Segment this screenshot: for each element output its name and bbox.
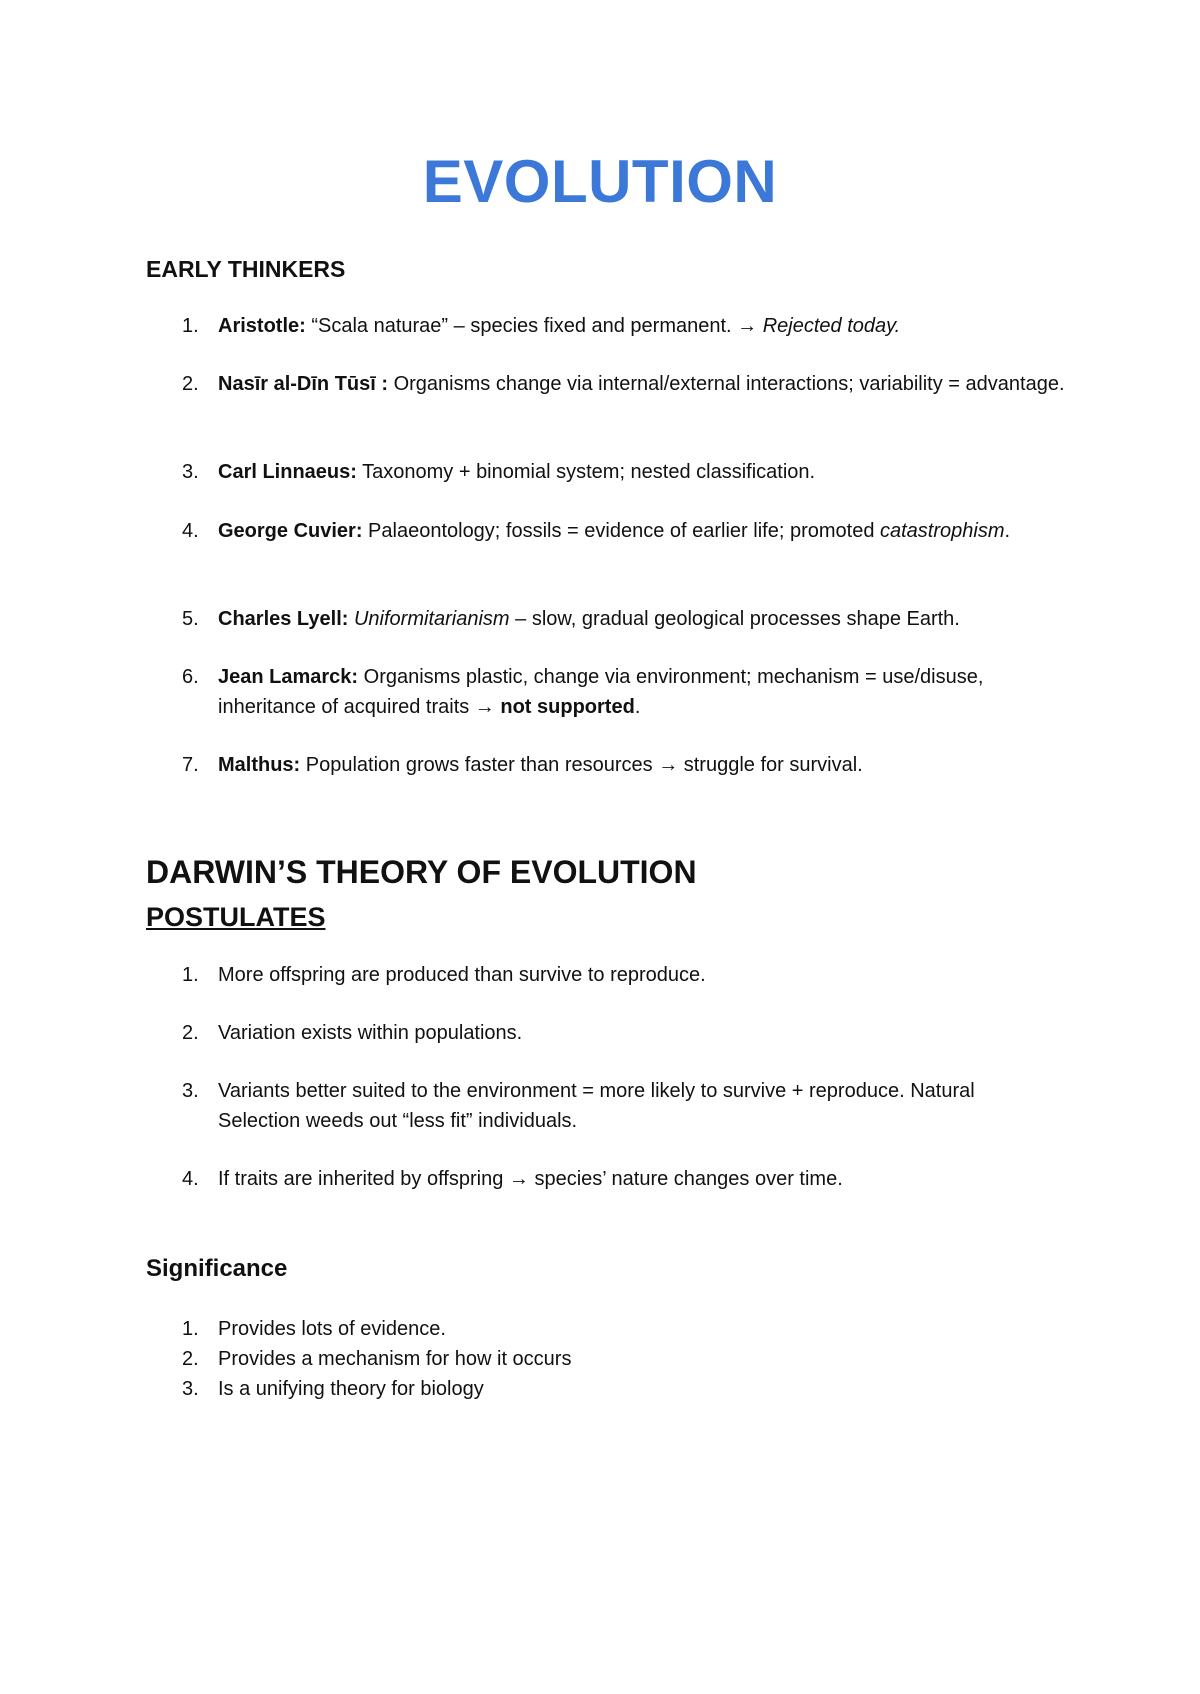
list-number: 2. [182,373,199,395]
list-item [146,311,1066,341]
list-item [146,604,1066,634]
list-item [146,1164,1066,1194]
list-number: 2. [182,1348,199,1370]
thinker-text-end: . [634,696,641,718]
thinker-italic: Uniformitarianism [353,608,510,630]
list-item [146,1018,1066,1048]
postulate-text: If traits are inherited by offspring → species’ nature changes over time. [218,1168,843,1190]
significance-text: Provides lots of evidence. [218,1318,446,1340]
thinker-name: Nasīr al-Dīn Tūsī : [218,373,389,395]
list-number: 3. [182,461,199,483]
section-heading-early-thinkers: EARLY THINKERS [146,256,346,282]
thinker-text: Palaeontology; fossils = evidence of earlier life; promoted [362,520,880,542]
thinker-text-end: . [1004,520,1011,542]
thinker-italic: catastrophism [880,520,1005,542]
list-number: 1. [182,964,199,986]
list-item [146,457,1066,487]
postulate-text: Variants better suited to the environment = more likely to survive + reproduce. Natural Selection weeds out “less fit” individuals. [218,1080,975,1132]
list-number: 1. [182,1318,199,1340]
list-number: 4. [182,520,199,542]
list-number: 3. [182,1080,199,1102]
list-item [146,960,1066,990]
list-number: 4. [182,1168,199,1190]
postulate-text: Variation exists within populations. [218,1022,523,1044]
postulate-text: More offspring are produced than survive to reproduce. [218,964,706,986]
list-item [146,1344,1066,1374]
list-item [146,750,1066,780]
thinker-italic: Rejected today. [762,315,901,337]
list-item [146,1076,1046,1136]
list-number: 5. [182,608,199,630]
list-number: 1. [182,315,199,337]
thinker-name: George Cuvier: [218,520,363,542]
list-item [146,1314,1066,1344]
subheading-postulates: POSTULATES [146,902,326,932]
thinker-name: Malthus: [218,754,301,776]
thinker-name: Aristotle: [218,315,306,337]
thinker-name: Charles Lyell: [218,608,349,630]
page-title: EVOLUTION [422,148,778,215]
thinker-bold-tail: not supported [500,696,635,718]
thinker-text: Taxonomy + binomial system; nested classification. [356,461,816,483]
list-item [146,516,1066,546]
thinker-text-end: – slow, gradual geological processes shape Earth. [509,608,960,630]
list-item [146,1374,1066,1404]
significance-text: Is a unifying theory for biology [218,1378,484,1400]
section-heading-darwin: DARWIN’S THEORY OF EVOLUTION [146,854,697,890]
thinker-text: Population grows faster than resources → struggle for survival. [300,754,863,776]
list-number: 7. [182,754,199,776]
list-number: 3. [182,1378,199,1400]
thinker-text: Organisms plastic, change via environment; mechanism = use/disuse, inheritance of acquired traits → [218,666,984,718]
thinker-name: Carl Linnaeus: [218,461,357,483]
list-number: 2. [182,1022,199,1044]
thinker-text: Organisms change via internal/external interactions; variability = advantage. [388,373,1065,395]
list-number: 6. [182,666,199,688]
list-item [146,369,1066,399]
thinker-text: “Scala naturae” – species fixed and permanent. → [305,315,763,337]
thinker-name: Jean Lamarck: [218,666,359,688]
subheading-significance: Significance [146,1255,288,1282]
list-item [146,662,1066,722]
significance-text: Provides a mechanism for how it occurs [218,1348,572,1370]
